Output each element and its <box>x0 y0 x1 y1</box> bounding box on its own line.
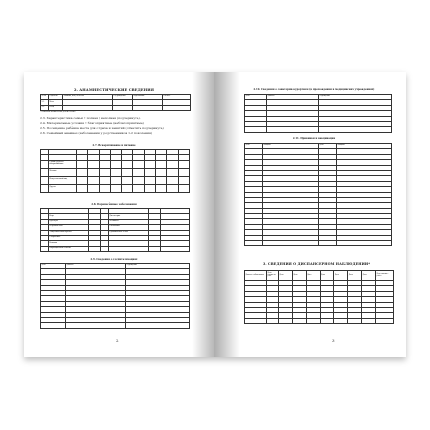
th-date: Дата <box>292 271 306 281</box>
th-vaccine: Вакцина <box>263 144 319 149</box>
dispensary-table <box>244 270 394 324</box>
parents-table <box>40 94 191 111</box>
row-label: Молоко <box>49 168 77 176</box>
table-2-10-title: 2.10. Сведения о санатории-курортном (в прохождении в медицинских учреждениях) <box>253 88 375 91</box>
th-date: Дата <box>279 271 293 281</box>
hospitalization-table <box>40 263 190 329</box>
th-diagnosis: Диагноз <box>66 264 126 269</box>
vaccination-table <box>244 143 392 246</box>
th-date: Дата <box>320 271 334 281</box>
section-3-title: 3. СВЕДЕНИЯ О ДИСПАНСЕРНОМ НАБЛЮДЕНИИ* <box>262 262 371 266</box>
th-diagnosis: Диагноз заболевания <box>245 271 267 281</box>
row-label: Сроки грудного вскармливания <box>49 160 77 168</box>
row-label: Инфекционный гепатит <box>49 246 89 251</box>
row-label: Дизентерия <box>109 214 149 219</box>
th-diagnosis: Диагноз <box>267 95 319 100</box>
right-page <box>214 72 406 357</box>
section-2-title: 2. АНАМНЕСТИЧЕСКИЕ СВЕДЕНИЯ <box>73 88 155 92</box>
page-number-left: 2 <box>116 338 119 343</box>
row-num: 2.2. <box>41 105 49 110</box>
row-label: Скарлатина <box>49 235 89 240</box>
row-num: 2.1. <box>41 100 49 105</box>
th-parents: Родители <box>49 95 63 100</box>
row-label: Бронхиальная астма <box>109 230 149 235</box>
left-page <box>24 72 214 357</box>
th-date: Дата <box>245 144 263 149</box>
th-date: Дата <box>245 95 267 100</box>
notebook-spread <box>24 72 406 357</box>
th-education: Образование <box>133 95 163 100</box>
th-date: Дата <box>362 271 376 281</box>
cell[interactable] <box>63 105 113 110</box>
th-date: Дата <box>41 264 66 269</box>
table-2-11-title: 2.11. Прививки и вакцинация <box>292 137 336 140</box>
th-institution: Учреждение <box>126 264 190 269</box>
table-2-9-title: 2.9. Сведения о госпитализациях <box>90 258 138 261</box>
line-2-6: 2.6. Семейный анамнез (заболевания у родственников 1-2 поколения) <box>40 131 153 135</box>
row-label: Искусственный вид <box>49 176 77 184</box>
note-text: * Отметить количество детей в семье <box>40 111 76 113</box>
line-2-3: 2.3. Характеристика семьи • полная / неполная (подчеркнуть). <box>40 116 141 120</box>
table-2-7-title: 2.7. Вскармливание и питание <box>92 144 136 147</box>
feeding-table <box>40 149 190 193</box>
sanatorium-table <box>244 94 392 133</box>
row-label: Краснуха <box>49 219 89 224</box>
page-number-right: 3 <box>332 338 335 343</box>
th-work: Раб.мес. <box>163 95 191 100</box>
row-label: Пневмония <box>109 225 149 230</box>
th-institution: Учреждение <box>319 95 392 100</box>
row-label: Корь <box>49 214 89 219</box>
row-label: Коклюш <box>49 241 89 246</box>
cell[interactable] <box>113 105 133 110</box>
line-2-5: 2.5. Посещение ребёнка места для отдыха и занятий (отметить подчеркнуть) <box>40 126 164 130</box>
row-label: Мать <box>49 100 63 105</box>
gutter-shadow-left <box>192 72 214 357</box>
th-date-2: Дата <box>319 144 337 149</box>
th-birth: Год рождения <box>113 95 133 100</box>
row-label: Другое <box>49 184 77 192</box>
th-date: Дата <box>306 271 320 281</box>
th-date: Дата <box>348 271 362 281</box>
row-label: Эпидемический паротит <box>49 230 89 235</box>
th-date: Дата <box>334 271 348 281</box>
th-num: № п/п <box>41 95 49 100</box>
row-label: Менингит <box>109 219 149 224</box>
th-fio: Фамилия, имя, отчество <box>63 95 113 100</box>
line-2-4: 2.4. Материальные условия • благоприятные (неблагоприятные) <box>40 121 144 125</box>
th-vaccine-2: Вакцина <box>337 144 392 149</box>
th-registered: Дата взятия на учёт <box>267 271 279 281</box>
row-label: Ветряная оспа <box>49 225 89 230</box>
cell[interactable] <box>163 105 191 110</box>
gutter-shadow-right <box>214 72 240 357</box>
row-label: Отец <box>49 105 63 110</box>
diseases-table <box>40 208 190 252</box>
table-2-8-title: 2.8. Перенесённые заболевания <box>91 203 137 206</box>
table-row <box>41 105 191 110</box>
th-deregistered: Дата снятия с учёта <box>376 271 394 281</box>
cell[interactable] <box>133 105 163 110</box>
